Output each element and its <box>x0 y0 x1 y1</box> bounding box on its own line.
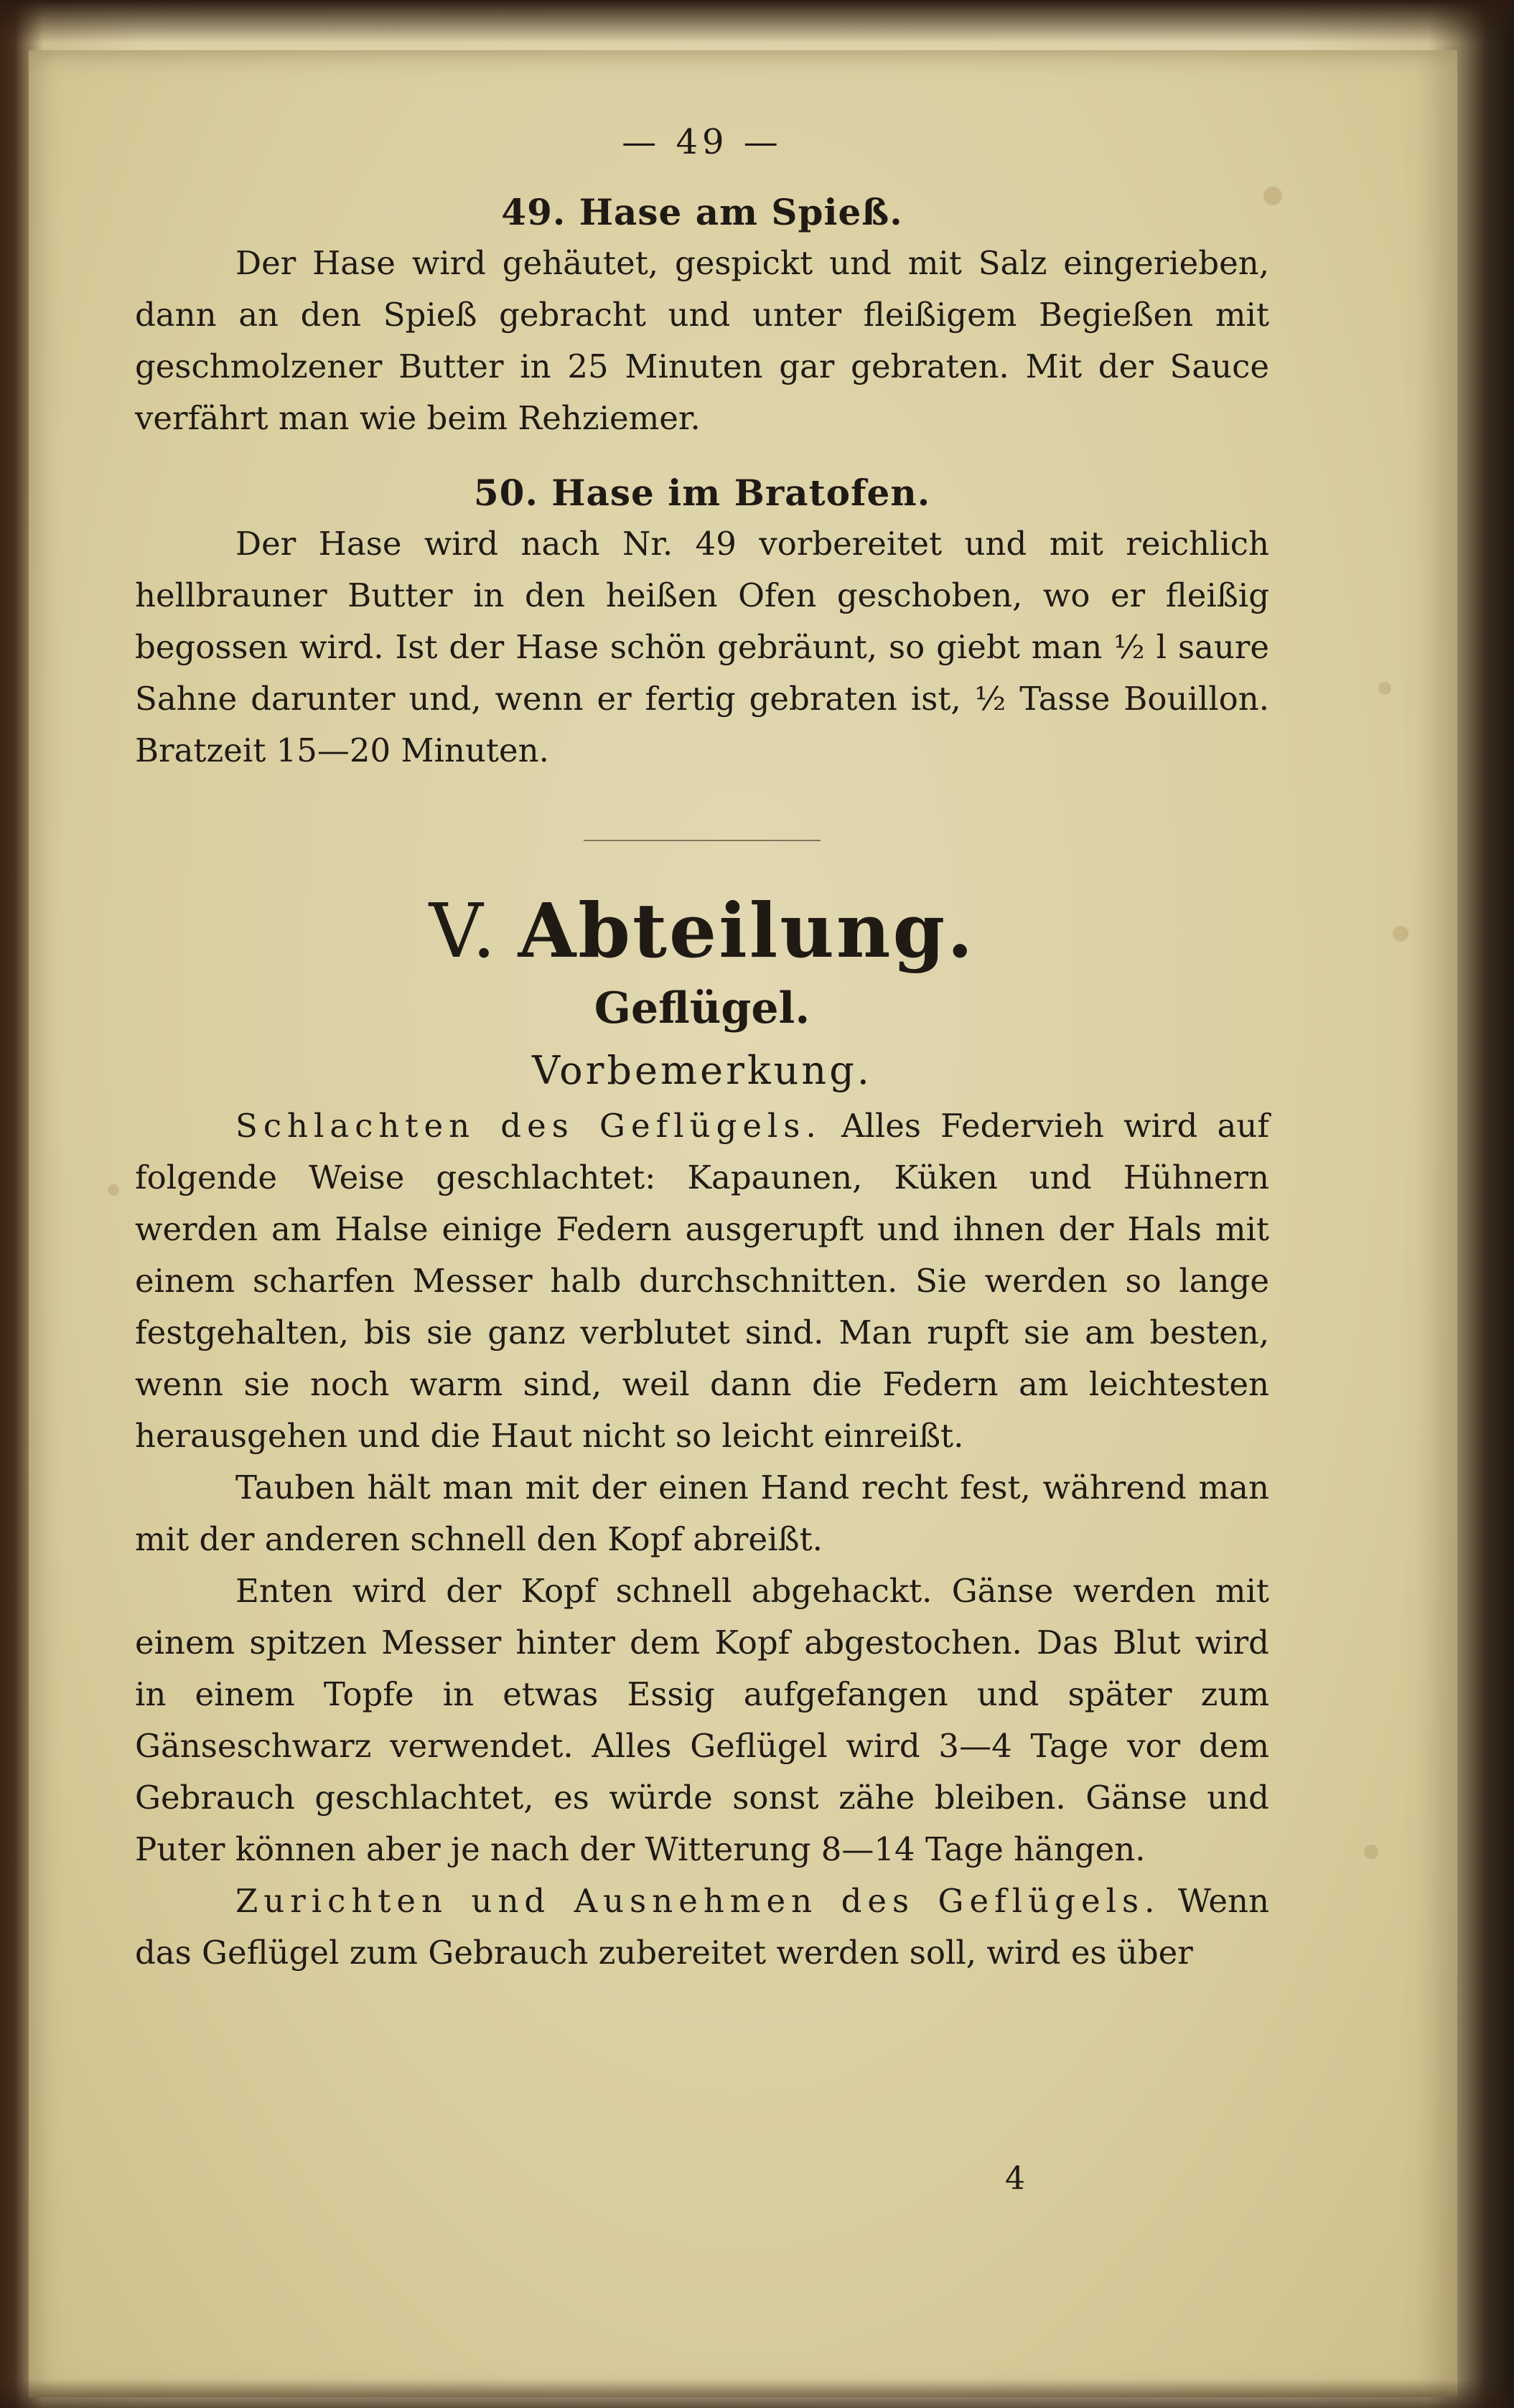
paragraph-preparation <box>135 1875 1269 1979</box>
paragraph-pigeons: Tauben hält man mit der einen Hand recht fest, während man mit der anderen schnell den Kopf abreißt. <box>135 1468 1269 1558</box>
recipe-50-title: 50. Hase im Bratofen. <box>473 472 931 514</box>
spacer <box>135 444 1269 472</box>
paragraph-lead: Zurichten und Ausnehmen des Geflügels. <box>235 1882 1161 1920</box>
recipe-49-title: 49. Hase am Spieß. <box>501 191 903 233</box>
page-content <box>135 122 1269 1979</box>
paragraph-body: Alles Federvieh wird auf folgende Weise geschlachtet: Kapaunen, Küken und Hühnern werden am Halse einige Federn ausgerupft und ihnen der Hals mit einem scharfen Messer halb durchschnitten. Sie werden so lange festgehalten, bis sie ganz verblutet sind. Man rupft sie am besten, wenn sie noch warm sind, weil dann die Federn am leichtesten herausgehen und die Haut nicht so leicht einreißt. <box>135 1107 1269 1455</box>
paragraph-ducks-geese: Enten wird der Kopf schnell abgehackt. Gänse werden mit einem spitzen Messer hinter dem Kopf abgestochen. Das Blut wird in einem Topfe in etwas Essig aufgefangen und später zum Gänseschwarz verwendet. Alles Geflügel wird 3—4 Tage vor dem Gebrauch geschlachtet, es würde sonst zähe bleiben. Gänse und Puter können aber je nach der Witterung 8—14 Tage hängen. <box>135 1572 1269 1868</box>
section-numeral: V. <box>429 887 498 975</box>
section-heading <box>135 884 1269 978</box>
book-page <box>29 50 1457 2397</box>
recipe-49-text: Der Hase wird gehäutet, gespickt und mit Salz eingerieben, dann an den Spieß gebracht und unter fleißigem Begießen mit geschmolzener Butter in 25 Minuten gar gebraten. Mit der Sauce verfährt man wie beim Rehziemer. <box>135 244 1269 437</box>
paper-stain <box>1378 682 1391 695</box>
paper-stain <box>1364 1845 1378 1859</box>
recipe-50-text: Der Hase wird nach Nr. 49 vorbereitet und mit reichlich hellbrauner Butter in den heißen Ofen geschoben, wo er fleißig begossen wird. Ist der Hase schön gebräunt, so giebt man ½ l saure Sahne darunter und, wenn er fertig gebraten ist, ½ Tasse Bouillon. Bratzeit 15—20 Minuten. <box>135 525 1269 769</box>
paragraph-body: Wenn das Geflügel zum Gebrauch zubereitet werden soll, wird es über <box>135 1882 1269 1972</box>
paper-stain <box>1393 926 1408 942</box>
preface-heading: Vorbemerkung. <box>532 1048 872 1093</box>
paragraph-lead: Schlachten des Geflügels. <box>235 1107 822 1145</box>
section-subtitle: Geflügel. <box>594 983 810 1034</box>
paragraph-slaughter <box>135 1100 1269 1462</box>
page-number: — 49 — <box>622 122 782 162</box>
paper-stain <box>108 1184 119 1196</box>
printer-signature-mark: 4 <box>1005 2160 1025 2197</box>
section-divider <box>584 840 821 841</box>
section-title: Abteilung. <box>518 886 976 975</box>
